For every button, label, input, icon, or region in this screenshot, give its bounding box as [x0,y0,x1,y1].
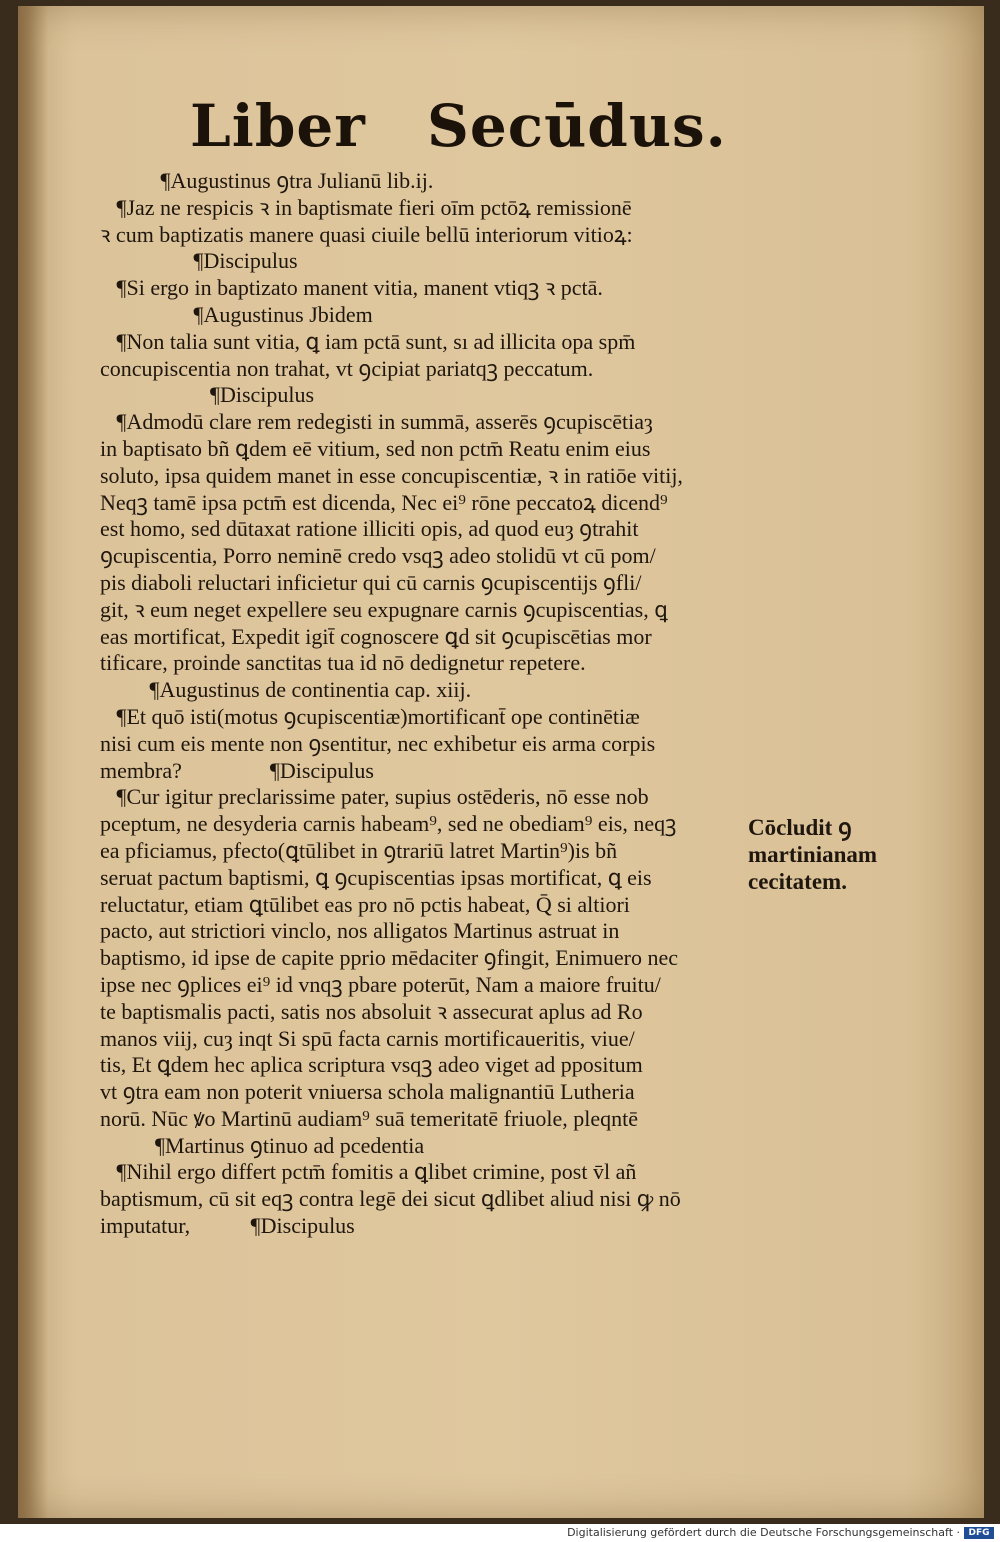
text-line: imputatur, ¶Discipulus [100,1213,355,1239]
text-line: ¶Et quō isti(motus ꝯcupiscentiæ)mortificant̄ ope continētiæ [100,703,640,729]
text-line: baptismo, id ipse de capite pprio mēdaciter ꝯfingit, Enimuero nec [100,945,679,971]
text-line: pceptum, ne desyderia carnis habeam⁹, sed ne obediam⁹ eis, neqꝫ [100,811,677,837]
text-line: tis, Et ꝗdem hec aplica scriptura vsqꝫ adeo viget ad ppositum [100,1052,643,1078]
text-line: ¶Si ergo in baptizato manent vitia, manent vtiqꝫ ꝛ pctā. [100,275,603,301]
dfg-logo: DFG [964,1527,994,1539]
text-line: ¶Martinus ꝯtinuo ad pcedentia [100,1132,425,1158]
text-line: git, ꝛ eum neget expellere seu expugnare carnis ꝯcupiscentias, ꝗ [100,596,668,622]
text-line: ꝛ cum baptizatis manere quasi ciuile bellū interiorum vitioꝝ: [100,221,633,247]
text-line: manos viij, cuȝ inqt Si spū facta carnis mortificaueritis, viue/ [100,1025,635,1051]
text-line: pis diaboli reluctari inficietur qui cū carnis ꝯcupiscentijs ꝯfli/ [100,569,642,595]
text-line: ¶Discipulus [100,382,315,408]
digitization-credit: Digitalisierung gefördert durch die Deutsche Forschungsgemeinschaft · [567,1526,960,1539]
page-gutter [18,6,48,1518]
running-title: Liber Secūdus. [190,92,727,160]
text-line: ¶Discipulus [100,248,298,274]
text-line: norū. Nūc ꝟo Martinū audiam⁹ suā temeritatē friuole, pleqntē [100,1105,639,1131]
margin-note [748,814,877,895]
text-line: tificare, proinde sanctitas tua id nō dedignetur repetere. [100,650,586,676]
text-line: est homo, sed dūtaxat ratione illiciti opis, ad quod euȝ ꝯtrahit [100,516,639,542]
text-line: ¶Non talia sunt vitia, ꝗ iam pctā sunt, sı ad illicita opa spm̄ [100,328,636,354]
text-line: ipse nec ꝯplices ei⁹ id vnqꝫ pbare poterūt, Nam a maiore fruitu/ [100,971,661,997]
footer-bar [0,1524,1000,1542]
text-line: te baptismalis pacti, satis nos absoluit ꝛ assecurat aplus ad Ro [100,998,643,1024]
text-line: seruat pactum baptismi, ꝗ ꝯcupiscentias ipsas mortificat, ꝗ eis [100,864,652,890]
text-line: ¶Nihil ergo differt pctm̄ fomitis a ꝗlibet crimine, post v̄l añ [100,1159,637,1185]
text-line: nisi cum eis mente non ꝯsentitur, nec exhibetur eis arma corpis [100,730,656,756]
margin-note-line: martinianam [748,842,878,867]
text-line: ꝯcupiscentia, Porro neminē credo vsqꝫ adeo stolidū vt cū pom/ [100,543,656,569]
margin-note-line: cecitatem. [748,869,847,894]
text-line: ¶Augustinus ꝯtra Julianū lib.ij. [100,168,434,193]
text-line: membra? ¶Discipulus [100,757,374,783]
text-line: Neqꝫ tamē ipsa pctm̄ est dicenda, Nec ei⁹ rōne peccatoꝝ dicend⁹ [100,489,668,515]
text-line: vt ꝯtra eam non poterit vniuersa schola malignantiū Lutheria [100,1079,635,1105]
text-line: ¶Admodū clare rem redegisti in summā, asserēs ꝯcupiscētiaȝ [100,409,653,435]
text-line: ¶Augustinus Jbidem [100,301,373,327]
text-line: ¶Jaz ne respicis ꝛ in baptismate fieri oīm pctōꝝ remissionē [100,194,632,220]
text-line: eas mortificat, Expedit igit̄ cognoscere ꝗd sit ꝯcupiscētias mor [100,623,652,649]
body-text [100,168,760,1240]
margin-note-line: Cōcludit ꝯ [748,815,852,840]
text-line: in baptisato bñ ꝗdem eē vitium, sed non pctm̄ Reatu enim eius [100,435,651,461]
text-line: pacto, aut strictiori vinclo, nos alligatos Martinus astruat in [100,918,620,944]
text-line: ¶Cur igitur preclarissime pater, supius ostēderis, nō esse nob [100,784,649,810]
text-line: baptismum, cū sit eqꝫ contra legē dei sicut ꝗdlibet aliud nisi ꝙ nō [100,1186,681,1212]
text-line: ea pficiamus, pfecto(ꝗtūlibet in ꝯtrariū latret Martin⁹)is bñ [100,837,618,863]
text-line: ¶Augustinus de continentia cap. xiij. [100,677,472,703]
text-line: reluctatur, etiam ꝗtūlibet eas pro nō pctis habeat, Q̄ si altiori [100,891,630,917]
text-line: soluto, ipsa quidem manet in esse concupiscentiæ, ꝛ in ratiōe vitij, [100,462,683,488]
text-line: concupiscentia non trahat, vt ꝯcipiat pariatqꝫ peccatum. [100,355,594,381]
